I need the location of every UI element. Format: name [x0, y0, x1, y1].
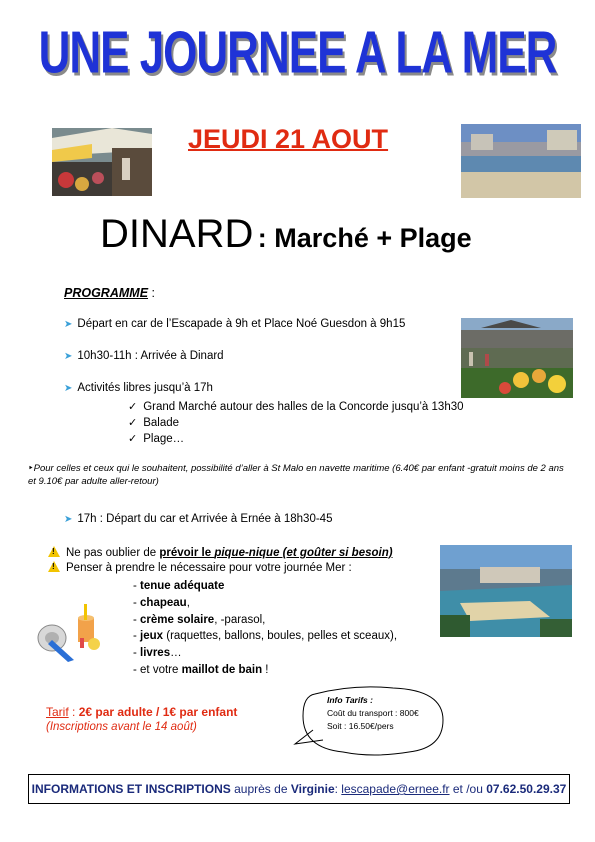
warning-icon [48, 561, 60, 572]
price-label: Tarif [46, 705, 69, 719]
list-item: - crème solaire, -parasol, [133, 613, 266, 626]
info-tarifs-transport: Coût du transport : 800€ [327, 708, 419, 718]
programme-item [64, 382, 213, 394]
activity-item [128, 416, 179, 429]
programme-item [64, 318, 405, 330]
warning-equipment [48, 561, 352, 574]
warning-picnic [48, 546, 393, 559]
boat-icon: ‣ [28, 463, 34, 474]
shuttle-note-text: Pour celles et ceux qui le souhaitent, possibilité d’aller à St Malo en navette maritime (6.40€ par enfant -gratuit moins de 2 ans et 9.10€ par adulte aller-retour) [28, 463, 564, 487]
footer-text: et /ou [449, 782, 487, 796]
page-title: UNE JOURNEE A LA MER [38, 20, 557, 87]
contact-footer [28, 774, 570, 804]
beach-photo-top [461, 124, 581, 198]
info-tarifs-heading: Info Tarifs : [327, 695, 373, 705]
item-rest: , [186, 596, 190, 609]
contact-name: Virginie [290, 782, 335, 796]
item-rest: … [170, 647, 182, 660]
item-strong: chapeau [140, 596, 187, 609]
checklist [133, 578, 397, 679]
programme-item [64, 350, 224, 362]
beach-toys-illustration [28, 600, 112, 664]
activity-item [128, 400, 464, 413]
programme-heading [64, 286, 155, 300]
return-item [64, 513, 332, 525]
destination-subtitle: : Marché + Plage [257, 223, 472, 253]
programme-label: PROGRAMME [64, 286, 149, 300]
arrow-icon: ➤ [64, 514, 73, 525]
shuttle-note [28, 462, 568, 488]
list-item: - chapeau, [133, 596, 190, 609]
programme-colon: : [148, 286, 155, 300]
list-item: - jeux (raquettes, ballons, boules, pelles et sceaux), [133, 630, 398, 643]
footer-label: INFORMATIONS ET INSCRIPTIONS [31, 782, 231, 796]
checkmark-icon: ✓ [128, 417, 138, 429]
checkmark-icon: ✓ [128, 433, 138, 445]
warning-emphasis: pique-nique (et goûter si besoin) [214, 547, 393, 559]
price-value: 2€ par adulte / 1€ par enfant [78, 705, 238, 719]
list-item: - et votre maillot de bain ! [133, 663, 269, 676]
warning-icon [48, 546, 60, 557]
dinard-coast-photo [440, 545, 572, 637]
programme-item-text: Activités libres jusqu’à 17h [77, 382, 213, 394]
activity-item [128, 432, 184, 445]
programme-item-text: Départ en car de l’Escapade à 9h et Place Noé Guesdon à 9h15 [77, 318, 406, 330]
item-strong: crème solaire [140, 613, 215, 626]
info-tarifs-per-person: Soit : 16.50€/pers [327, 721, 394, 731]
item-rest: (raquettes, ballons, boules, pelles et sceaux), [163, 630, 398, 643]
activity-text: Plage… [143, 433, 185, 445]
item-prefix: et votre [140, 663, 182, 676]
list-item: - tenue adéquate [133, 580, 225, 592]
arrow-icon: ➤ [64, 383, 73, 394]
warning-text: Ne pas oublier de [66, 547, 160, 559]
list-item: - livres… [133, 647, 182, 660]
item-strong: livres [140, 647, 171, 660]
activity-text: Grand Marché autour des halles de la Concorde jusqu’à 13h30 [143, 401, 464, 413]
item-rest: , -parasol, [214, 613, 266, 626]
email-link[interactable]: lescapade@ernee.fr [341, 782, 450, 796]
destination-name: DINARD [100, 212, 254, 256]
checkmark-icon: ✓ [128, 401, 138, 413]
price-sep: : [68, 705, 79, 719]
warning-text: Penser à prendre le nécessaire pour votre journée Mer : [66, 562, 352, 574]
arrow-icon: ➤ [64, 351, 73, 362]
item-strong: jeux [140, 630, 164, 643]
footer-colon: : [334, 782, 342, 796]
phone-number: 07.62.50.29.37 [486, 782, 567, 796]
arrow-icon: ➤ [64, 319, 73, 330]
item-strong: maillot de bain [181, 663, 263, 676]
price-line [46, 705, 237, 719]
footer-text: auprès de [230, 782, 291, 796]
info-tarifs [327, 694, 419, 733]
market-photo [52, 128, 152, 196]
dinard-market-photo [461, 318, 573, 398]
warning-strong: prévoir le [159, 547, 215, 559]
programme-item-text: 10h30-11h : Arrivée à Dinard [77, 350, 224, 362]
item-strong: tenue adéquate [140, 580, 225, 592]
event-date: JEUDI 21 AOUT [188, 124, 389, 154]
item-rest: ! [262, 663, 269, 676]
registration-deadline: (Inscriptions avant le 14 août) [46, 721, 197, 733]
activity-text: Balade [143, 417, 180, 429]
return-text: 17h : Départ du car et Arrivée à Ernée à 18h30-45 [77, 513, 333, 525]
destination-heading [100, 212, 472, 257]
